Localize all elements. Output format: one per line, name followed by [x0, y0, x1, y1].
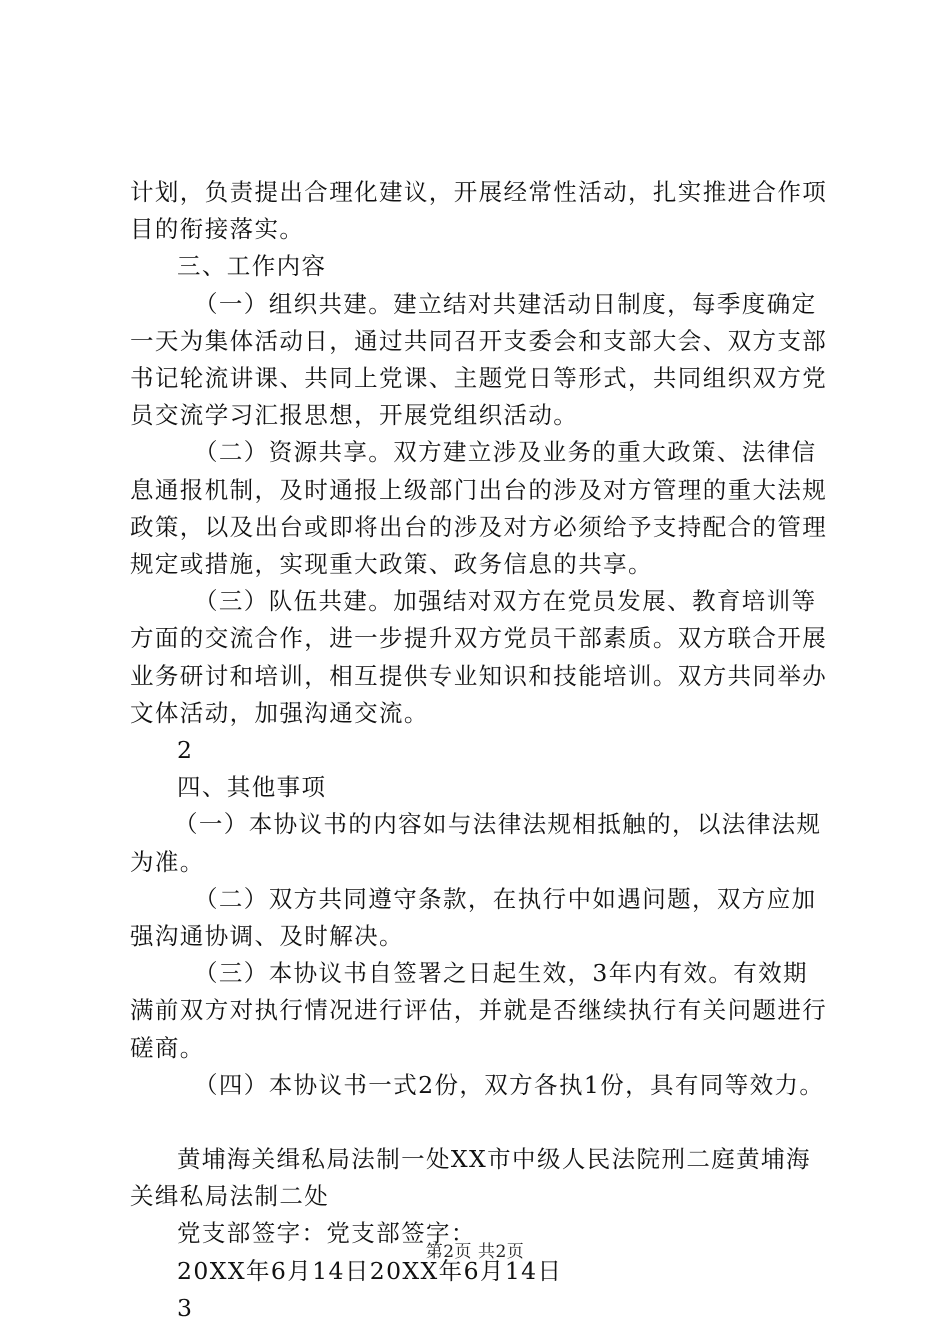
date-line: 20XX年6月14日20XX年6月14日 [177, 1256, 563, 1285]
inline-page-number-2: 2 [177, 736, 194, 765]
blank-line [130, 1104, 830, 1141]
inline-page-number-3: 3 [177, 1293, 194, 1322]
paragraph-clause-4: （四）本协议书一式2份，双方各执1份，具有同等效力。 [194, 1070, 825, 1099]
section-heading-other-matters: 四、其他事项 [177, 773, 327, 802]
section-heading-work-content: 三、工作内容 [177, 252, 327, 281]
page-footer: 第2页 共2页 [425, 1242, 525, 1262]
signatory-organizations: 黄埔海关缉私局法制一处XX市中级人民法院刑二庭黄埔海关缉私局法制二处 [130, 1145, 811, 1211]
paragraph-continuation: 计划，负责提出合理化建议，开展经常性活动，扎实推进合作项目的衔接落实。 [130, 178, 828, 244]
paragraph-clause-3: （三）本协议书自签署之日起生效，3年内有效。有效期满前双方对执行情况进行评估，并就是否继续执行有关问题进行磋商。 [130, 959, 828, 1062]
paragraph-clause-1: （一）本协议书的内容如与法律法规相抵触的，以法律法规为准。 [130, 810, 822, 876]
paragraph-clause-2: （二）双方共同遵守条款，在执行中如遇问题，双方应加强沟通协调、及时解决。 [130, 884, 817, 951]
signature-line: 党支部签字：党支部签字： [177, 1219, 476, 1248]
document-body [130, 174, 830, 1327]
paragraph-organization-building: （一）组织共建。建立结对共建活动日制度，每季度确定一天为集体活动日，通过共同召开支委会和支部大会、双方支部书记轮流讲课、共同上党课、主题党日等形式，共同组织双方党员交流学习汇报思想，开展党组织活动。 [130, 289, 828, 430]
paragraph-resource-sharing: （二）资源共享。双方建立涉及业务的重大政策、法律信息通报机制，及时通报上级部门出台的涉及对方管理的重大法规政策，以及出台或即将出台的涉及对方必须给予支持配合的管理规定或措施，实现重大政策、政务信息的共享。 [130, 438, 828, 579]
paragraph-team-building: （三）队伍共建。加强结对双方在党员发展、教育培训等方面的交流合作，进一步提升双方党员干部素质。双方联合开展业务研讨和培训，相互提供专业知识和技能培训。双方共同举办文体活动，加强沟通交流。 [130, 587, 828, 727]
